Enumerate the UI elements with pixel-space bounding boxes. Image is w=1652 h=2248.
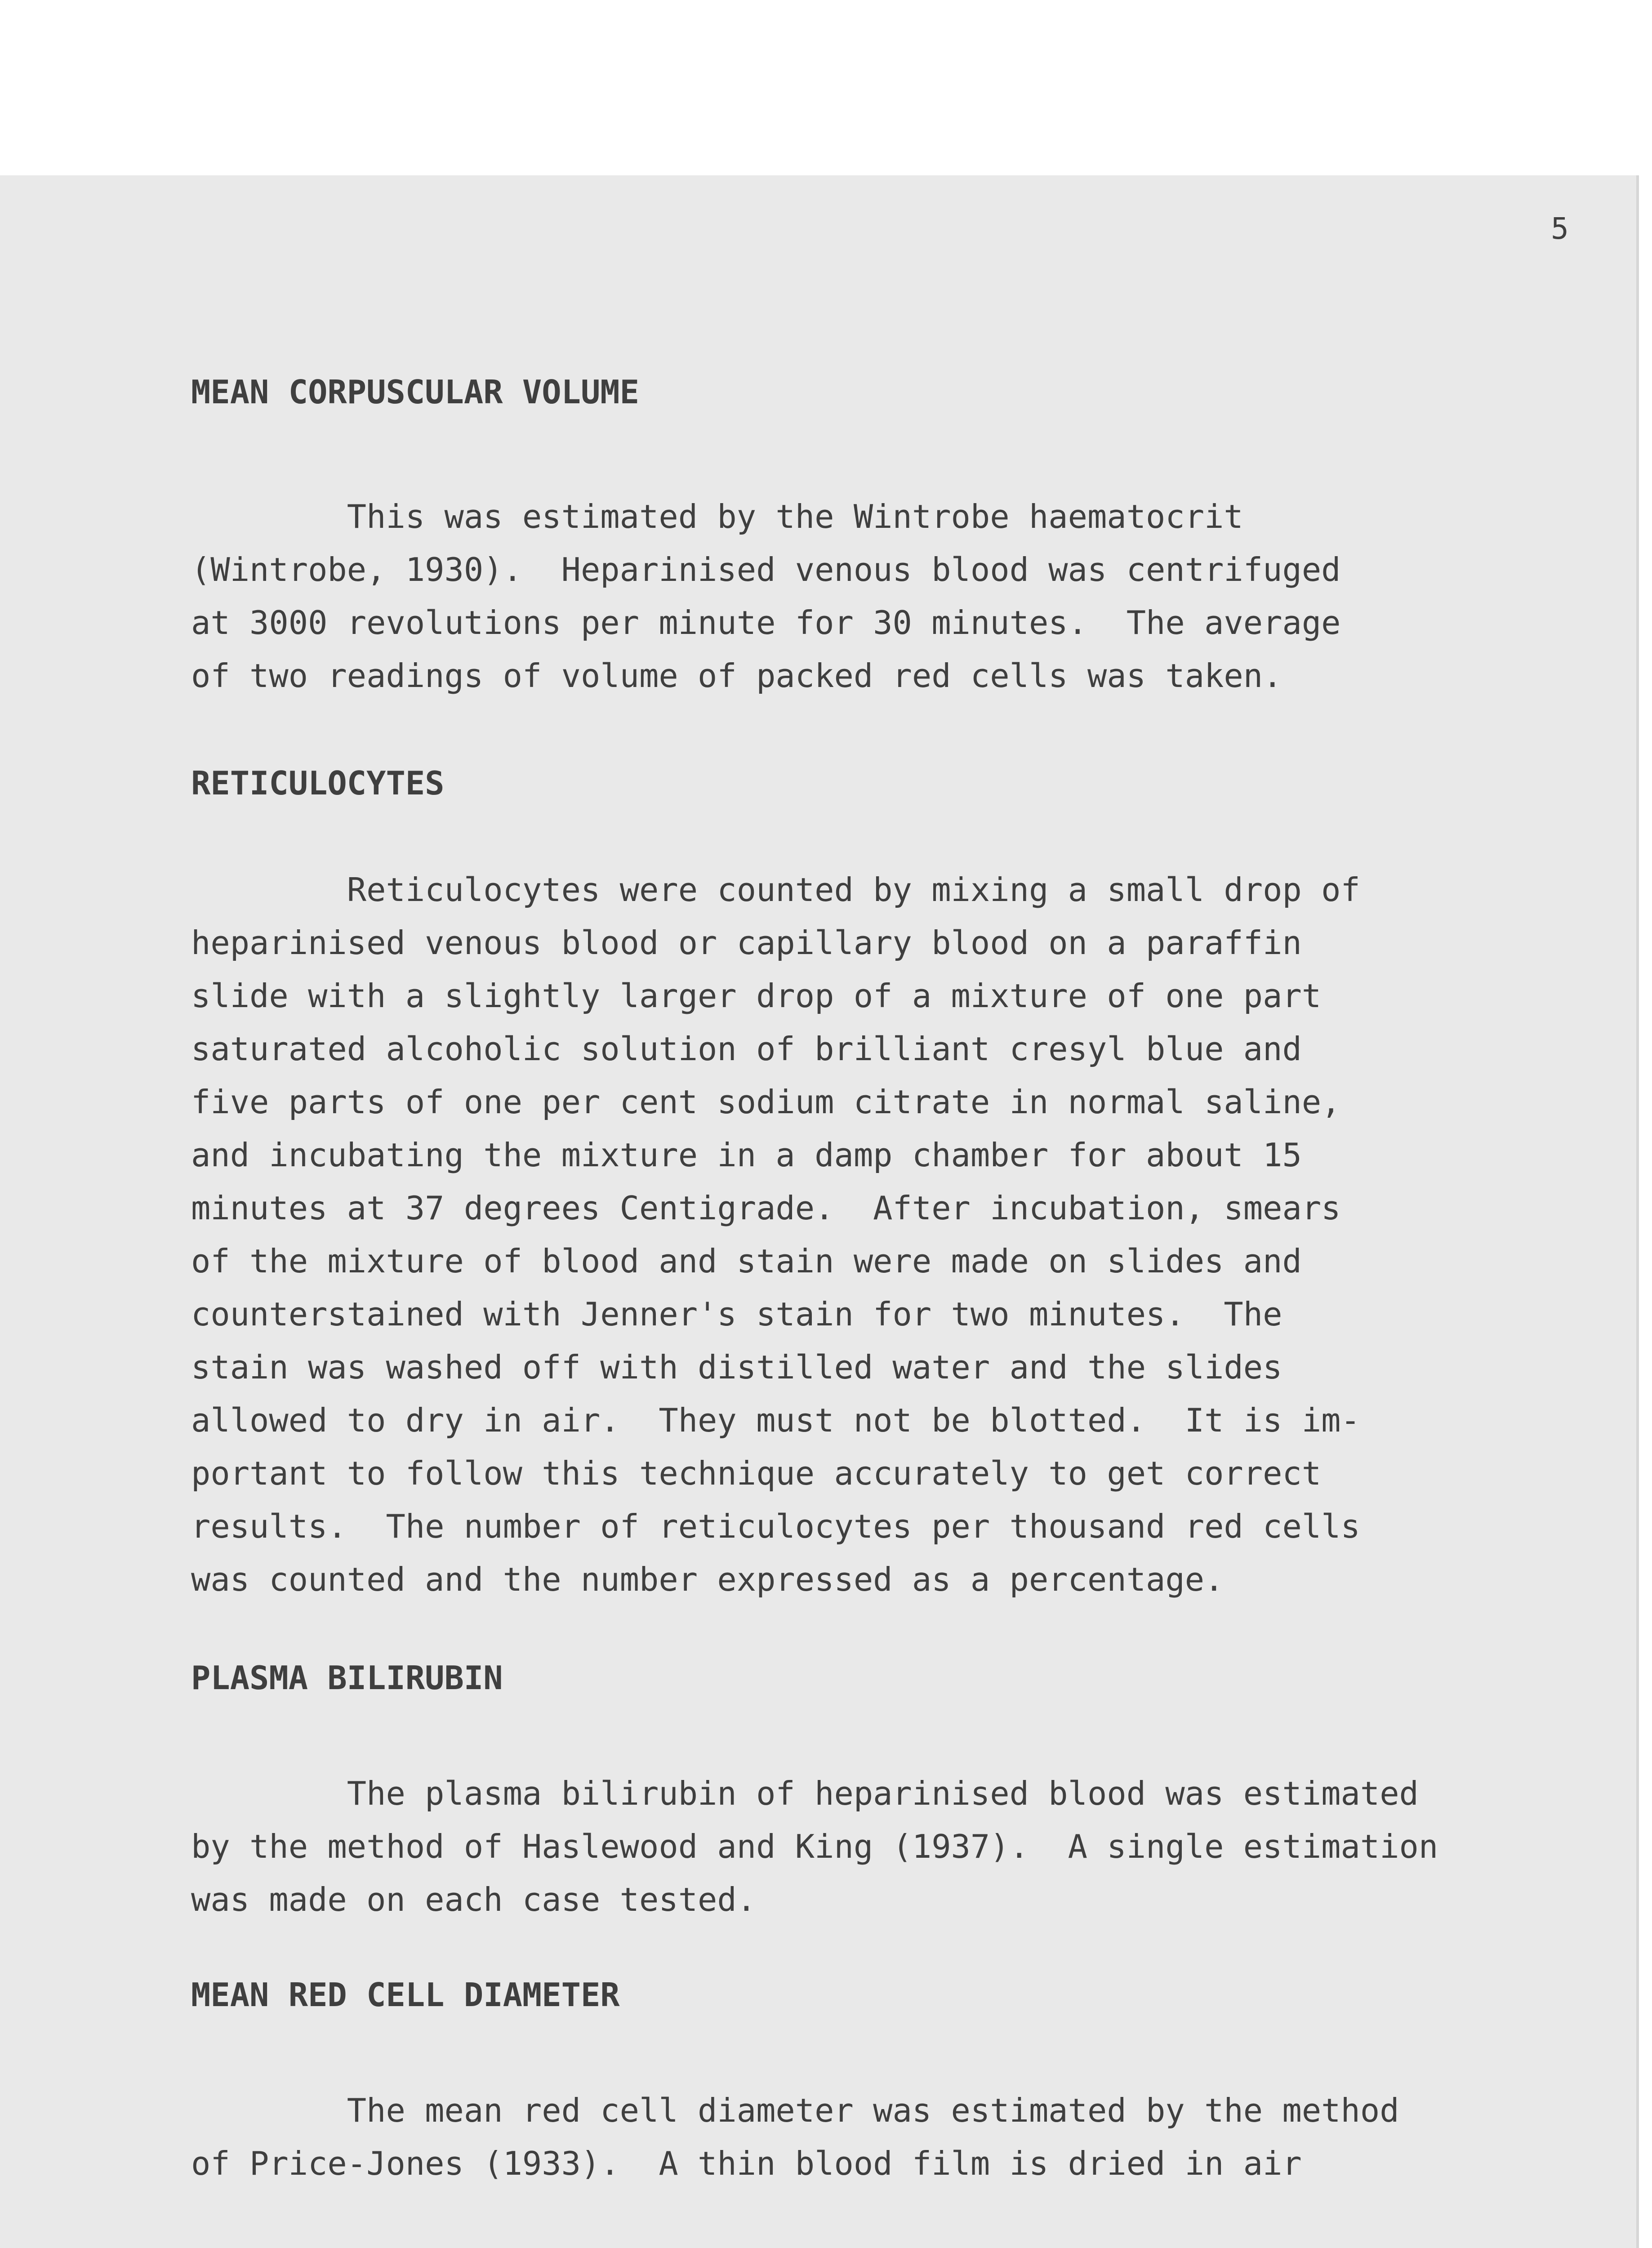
section-heading-mean-corpuscular-volume: MEAN CORPUSCULAR VOLUME xyxy=(191,373,639,411)
section-heading-mean-red-cell-diameter: MEAN RED CELL DIAMETER xyxy=(191,1976,620,2014)
section-paragraph-mean-red-cell-diameter: The mean red cell diameter was estimated by the method of Price-Jones (1933). A thin blood film is dried in air xyxy=(191,2092,1399,2182)
section-paragraph-reticulocytes: Reticulocytes were counted by mixing a small drop of heparinised venous blood or capillary blood on a paraffin slide with a slightly larger drop of a mixture of one part saturated alcoholic solution of brilliant cresyl blue and five parts of one per cent sodium citrate in normal saline, and incubating the mixture in a damp chamber for about 15 minutes at 37 degrees Centigrade. After incubation, smears of the mixture of blood and stain were made on slides and counterstained with Jenner's stain for two minutes. The stain was washed off with distilled water and the slides allowed to dry in air. They must not be blotted. It is im- portant to follow this technique accurately to get correct results. The number of reticulocytes per thousand red cells was counted and the number expressed as a percentage. xyxy=(191,871,1360,1598)
section-paragraph-mean-corpuscular-volume: This was estimated by the Wintrobe haematocrit (Wintrobe, 1930). Heparinised venous blood was centrifuged at 3000 revolutions per minute for 30 minutes. The average of two readings of volume of packed red cells was taken. xyxy=(191,498,1341,695)
page-number: 5 xyxy=(1551,211,1569,246)
section-heading-reticulocytes: RETICULOCYTES xyxy=(191,764,445,802)
section-heading-plasma-bilirubin: PLASMA BILIRUBIN xyxy=(191,1659,503,1697)
section-paragraph-plasma-bilirubin: The plasma bilirubin of heparinised blood was estimated by the method of Haslewood and King (1937). A single estimation was made on each case tested. xyxy=(191,1775,1438,1918)
